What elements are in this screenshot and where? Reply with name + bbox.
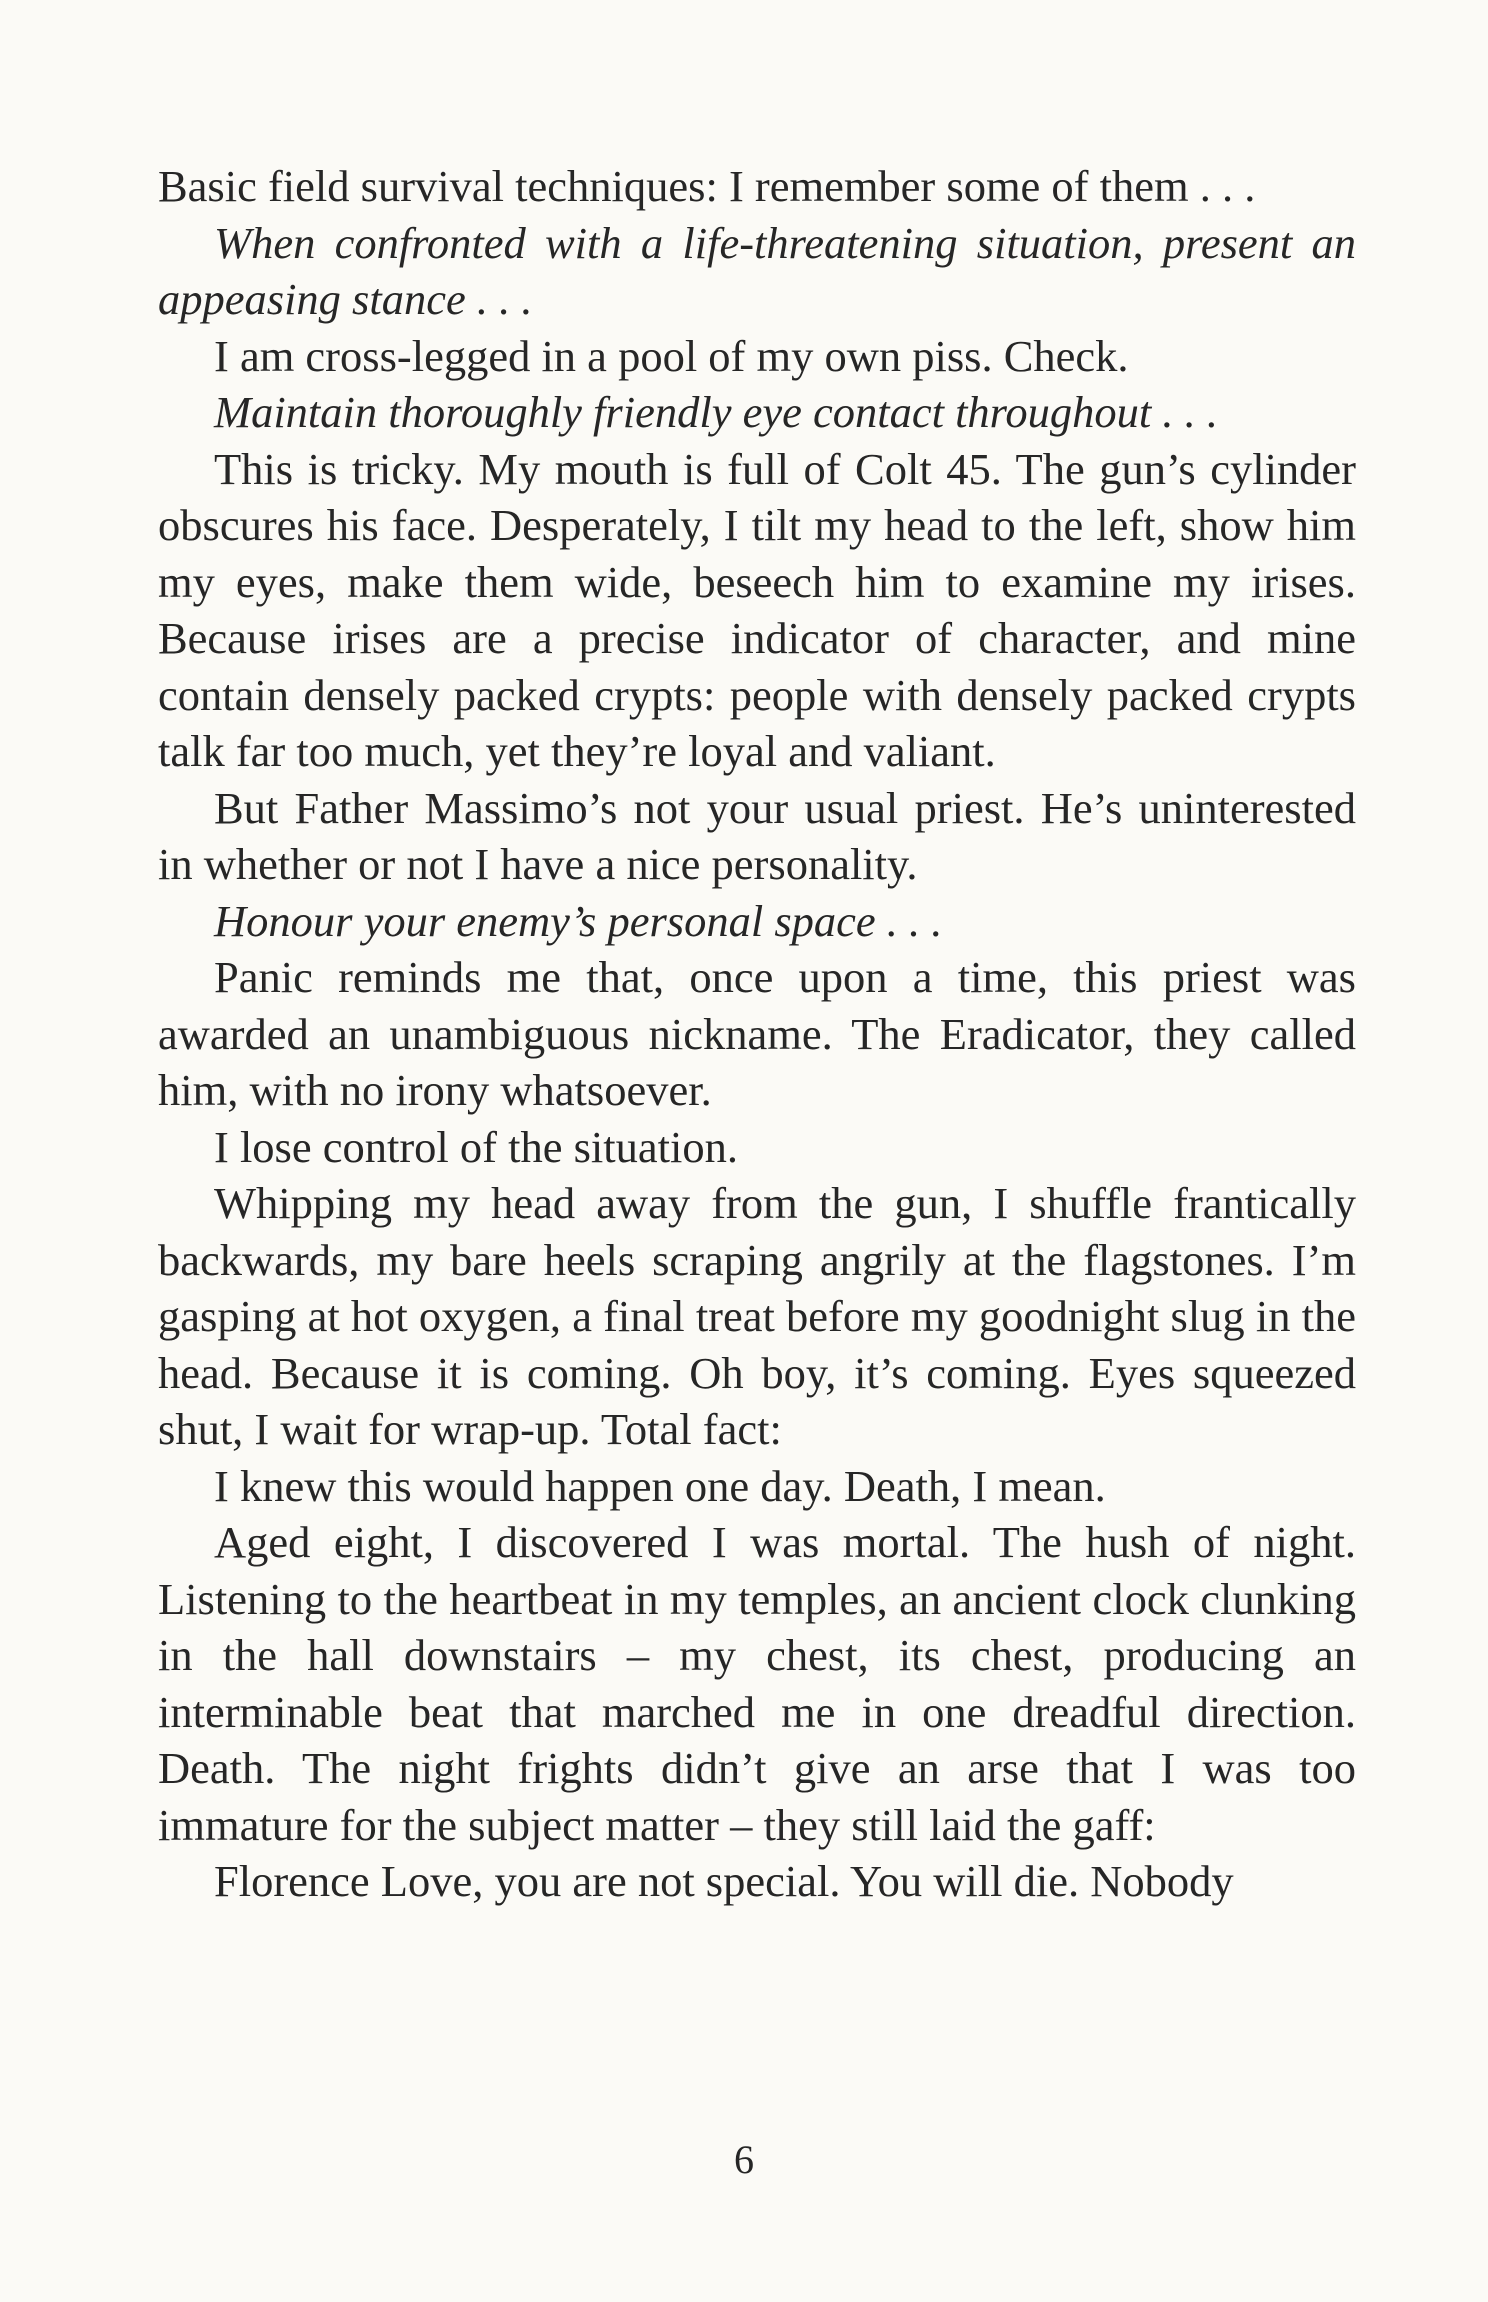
paragraph-8: Panic reminds me that, once upon a time, this priest was awarded an unambiguous nickname. The Eradicator, they called him, with no irony whatsoever. bbox=[158, 952, 1356, 1115]
paragraph-12: Aged eight, I discovered I was mortal. The hush of night. Listening to the heartbeat in my temples, an ancient clock clunking in the hall downstairs – my chest, its chest, producing an interminable beat that marched me in one dreadful direction. Death. The night frights didn’t give an arse that I was too immature for the subject matter – they still laid the gaff: bbox=[158, 1517, 1356, 1850]
page-number: 6 bbox=[734, 2137, 754, 2182]
paragraph-6: But Father Massimo’s not your usual priest. He’s uninterested in whether or not I have a nice personality. bbox=[158, 782, 1356, 889]
paragraph-4: Maintain thoroughly friendly eye contact throughout . . . bbox=[214, 387, 1218, 437]
paragraph-1: Basic field survival techniques: I remember some of them . . . bbox=[158, 161, 1256, 211]
body-text bbox=[158, 158, 1356, 1910]
paragraph-11: I knew this would happen one day. Death, I mean. bbox=[214, 1460, 1106, 1511]
paragraph-5: This is tricky. My mouth is full of Colt 45. The gun’s cylinder obscures his face. Desperately, I tilt my head to the left, show him my eyes, make them wide, beseech him to examine my irises. Because irises are a precise indicator of character, and mine contain densely packed crypts: people with densely packed crypts talk far too much, yet they’re loyal and valiant. bbox=[158, 443, 1356, 776]
paragraph-10: Whipping my head away from the gun, I shuffle frantically backwards, my bare heels scraping angrily at the flagstones. I’m gasping at hot oxygen, a final treat before my goodnight slug in the head. Because it is coming. Oh boy, it’s coming. Eyes squeezed shut, I wait for wrap-up. Total fact: bbox=[158, 1178, 1356, 1454]
paragraph-3: I am cross-legged in a pool of my own piss. Check. bbox=[214, 330, 1129, 381]
paragraph-13: Florence Love, you are not special. You will die. Nobody bbox=[214, 1856, 1234, 1906]
paragraph-2: When confronted with a life-threatening situation, present an appeasing stance . . . bbox=[158, 217, 1356, 324]
paragraph-9: I lose control of the situation. bbox=[214, 1121, 739, 1172]
paragraph-7: Honour your enemy’s personal space . . . bbox=[214, 895, 943, 946]
